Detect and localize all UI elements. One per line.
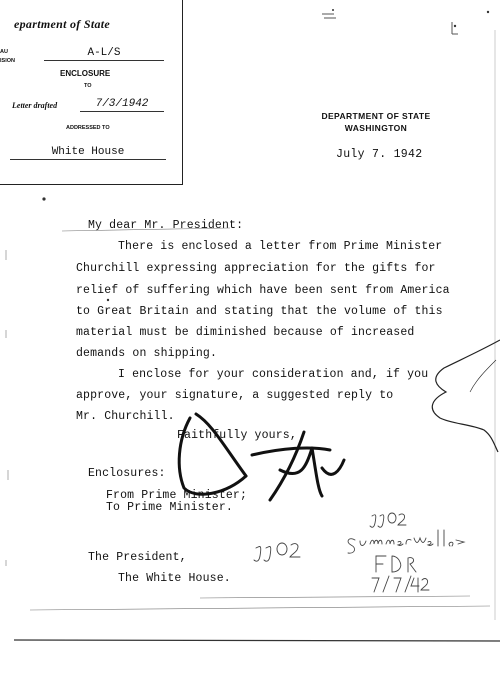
slip-bureau-label: AU — [0, 49, 8, 55]
paragraph1-line: demands on shipping. — [76, 347, 218, 360]
paragraph1-line: Churchill expressing appreciation for the gifts for — [76, 262, 436, 275]
torn-edge — [432, 340, 500, 452]
enclosure-item: To Prime Minister. — [106, 501, 233, 514]
routing-slip — [0, 0, 183, 185]
handwritten-note-left — [254, 543, 300, 561]
paragraph2-line: approve, your signature, a suggested reply to — [76, 389, 394, 402]
letterhead-department: DEPARTMENT OF STATE — [321, 111, 431, 121]
slip-title: epartment of State — [14, 17, 111, 31]
slip-letter-drafted-date: 7/3/1942 — [80, 98, 164, 112]
top-right-marks — [322, 14, 458, 34]
slip-division-label: ISION — [0, 58, 15, 64]
letterhead-city: WASHINGTON — [344, 123, 408, 133]
letter-date: July 7. 1942 — [336, 148, 423, 161]
slip-addressee: White House — [10, 145, 166, 160]
handwritten-note-right — [348, 513, 464, 592]
paragraph1-line: to Great Britain and stating that the volume of this — [76, 305, 443, 318]
enclosures-label: Enclosures: — [88, 467, 166, 480]
salutation: My dear Mr. President: — [88, 219, 244, 232]
letterhead — [300, 110, 452, 134]
paragraph2-line: Mr. Churchill. — [76, 410, 175, 423]
slip-bureau-division-labels — [0, 48, 15, 66]
closing: Faithfully yours, — [177, 429, 297, 442]
slip-letter-drafted-label: Letter drafted — [12, 101, 58, 110]
slip-file-number: A-L/S — [44, 46, 164, 61]
signature — [179, 414, 344, 500]
recipient-line: The President, — [88, 551, 187, 564]
slip-addressed-to-label: ADDRESSED TO — [66, 125, 110, 131]
slip-to-label: TO — [84, 83, 92, 89]
recipient-line: The White House. — [118, 572, 231, 585]
paragraph1-line: There is enclosed a letter from Prime Minister — [118, 240, 443, 253]
paragraph1-line: material must be diminished because of increased — [76, 326, 415, 339]
paragraph1-line: relief of suffering which have been sent from America — [76, 284, 450, 297]
enclosure-item: From Prime Minister; — [106, 489, 248, 502]
slip-enclosure-label: ENCLOSURE — [60, 69, 111, 78]
paragraph2-line: I enclose for your consideration and, if you — [118, 368, 429, 381]
